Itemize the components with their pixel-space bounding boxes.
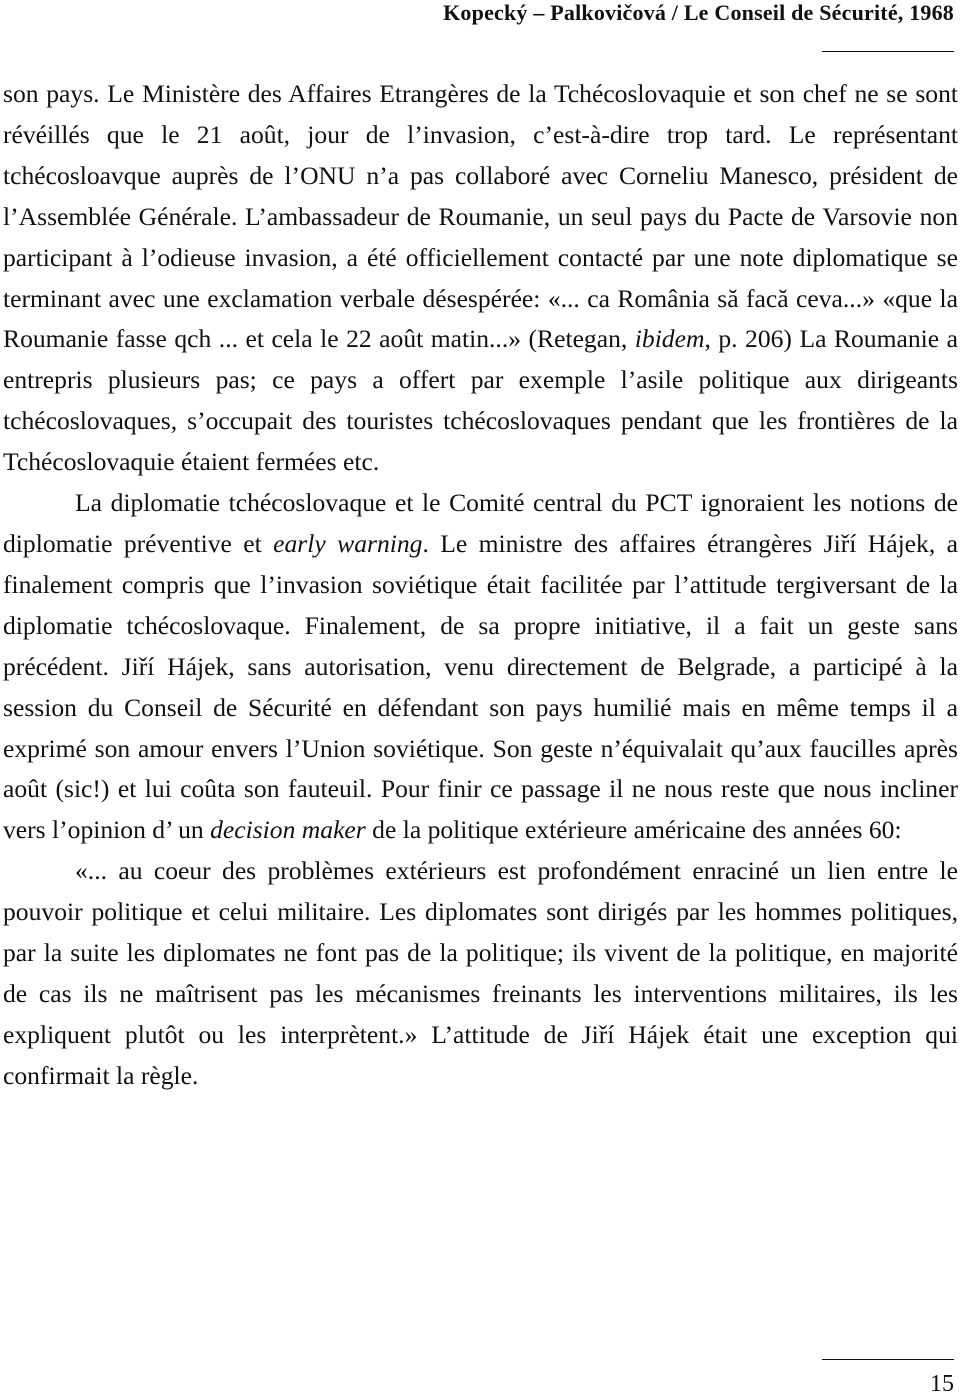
paragraph-1-text-a: son pays. Le Ministère des Affaires Etrangères de la Tchécoslovaquie et son chef ne se sont révéillés que le 21 août, jour de l’invasion, c’est-à-dire trop tard. Le représentant tchécosloavque auprès de l’ONU n’a pas collaboré avec Corneliu Manesco, président de l’Assemblée Générale. L’ambassadeur de Roumanie, un seul pays du Pacte de Varsovie non participant à l’odieuse invasion, a été officiellement contacté par une note diplomatique se terminant avec une exclamation verbale désespérée: «... ca România să facă ceva...» «que la Roumanie fasse qch ... et cela le 22 août matin...» (Retegan,: [3, 79, 958, 354]
paragraph-2-italic-decision-maker: decision maker: [210, 815, 366, 845]
paragraph-1: [3, 74, 958, 483]
paragraph-1-text-b: , p. 206) La Roumanie a entrepris plusieurs pas; ce pays a offert par exemple l’asile politique aux dirigeants tchécoslovaques, s’occupait des touristes tchécoslovaques pendant que les frontières de la Tchécoslovaquie étaient fermées etc.: [3, 324, 958, 477]
page-number: 15: [930, 1371, 954, 1397]
paragraph-2: [3, 483, 958, 851]
running-header: Kopecký – Palkovičová / Le Conseil de Sécurité, 1968: [443, 0, 954, 25]
paragraph-3-text: «... au coeur des problèmes extérieurs est profondément enraciné un lien entre le pouvoir politique et celui militaire. Les diplomates sont dirigés par les hommes politiques, par la suite les diplomates ne font pas de la politique; ils vivent de la politique, en majorité de cas ils ne maîtrisent pas les mécanismes freinants les interventions militaires, ils les expliquent plutôt ou les interprètent.» L’attitude de Jiří Hájek était une exception qui confirmait la règle.: [3, 856, 958, 1090]
paragraph-2-text-a: La diplomatie tchécoslovaque et le Comité central du PCT ignoraient les notions de diplomatie préventive et: [3, 488, 958, 558]
paragraph-2-italic-early-warning: early warning: [273, 528, 423, 558]
header-rule: [822, 51, 954, 52]
footer-rule: [822, 1359, 954, 1360]
body-text: [3, 74, 958, 1097]
paragraph-2-text-b: . Le ministre des affaires étrangères Jiří Hájek, a finalement compris que l’invasion soviétique était facilitée par l’attitude tergiversant de la diplomatie tchécoslovaque. Finalement, de sa propre initiative, il a fait un geste sans précédent. Jiří Hájek, sans autorisation, venu directement de Belgrade, a participé à la session du Conseil de Sécurité en défendant son pays humilié mais en même temps il a exprimé son amour envers l’Union soviétique. Son geste n’équivalait qu’aux faucilles après août (sic!) et lui coûta son fauteuil. Pour finir ce passage il ne nous reste que nous incliner vers l’opinion d’ un: [3, 528, 958, 845]
paragraph-3: [3, 851, 958, 1096]
paragraph-2-text-c: de la politique extérieure américaine des années 60:: [365, 815, 902, 845]
paragraph-1-italic-ibidem: ibidem: [634, 324, 705, 354]
